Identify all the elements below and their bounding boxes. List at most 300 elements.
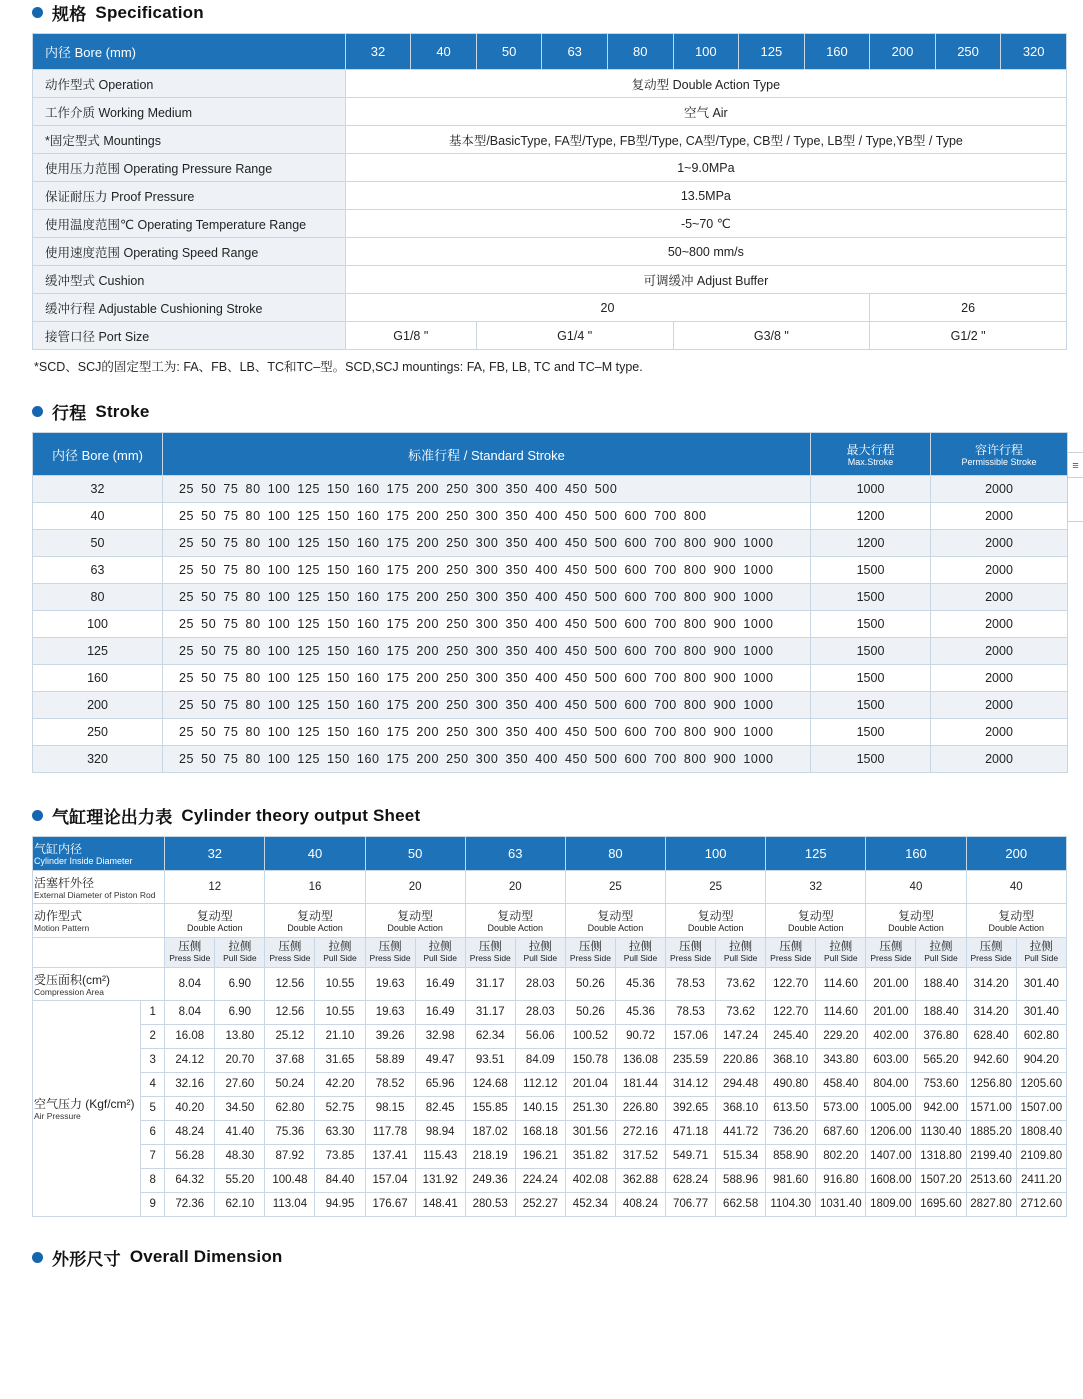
- double-action-cn: 复动型: [797, 909, 834, 924]
- force-value: 48.30: [215, 1144, 265, 1168]
- row-value-mountings: 基本型/BasicType, FA型/Type, FB型/Type, CA型/Type, CB型 / Type, LB型 / Type,YB型 / Type: [345, 126, 1066, 154]
- force-value: 55.20: [215, 1168, 265, 1192]
- pull-side: 拉侧 Pull Side: [816, 937, 866, 967]
- stroke-bore: 32: [33, 476, 163, 503]
- stroke-permissible: 2000: [931, 530, 1068, 557]
- stroke-header-permissible: [931, 433, 1068, 476]
- force-value: 52.75: [315, 1096, 365, 1120]
- force-value: 73.85: [315, 1144, 365, 1168]
- row-value-speed-range: 50~800 mm/s: [345, 238, 1066, 266]
- bore-63: 63: [542, 34, 608, 70]
- section-title-output-sheet: [32, 803, 1067, 828]
- force-value: 362.88: [615, 1168, 665, 1192]
- press-side: 压侧 Press Side: [365, 937, 415, 967]
- bore-200: 200: [870, 34, 936, 70]
- row-label-proof-pressure: 保证耐压力 Proof Pressure: [33, 182, 346, 210]
- force-value: 1318.80: [916, 1144, 966, 1168]
- double-action-en: Double Action: [187, 923, 243, 934]
- table-row-pressure: [33, 1120, 1067, 1144]
- stroke-standard: 25 50 75 80 100 125 150 160 175 200 250 300 350 400 450 500 600 700 800 900 1000: [163, 557, 811, 584]
- double-action-cn: 复动型: [497, 909, 534, 924]
- force-value: 301.40: [1016, 1000, 1066, 1024]
- table-row-header: [33, 433, 1068, 476]
- force-value: 1695.60: [916, 1192, 966, 1216]
- output-row-label-area: [33, 967, 165, 1000]
- row-value-temperature-range: -5~70 ℃: [345, 210, 1066, 238]
- table-row-pressure: [33, 1096, 1067, 1120]
- output-label-area-cn: 受压面积(cm²): [34, 972, 110, 987]
- table-row: [33, 322, 1067, 350]
- force-value: 804.00: [866, 1072, 916, 1096]
- output-bore-100: 100: [666, 837, 766, 870]
- force-value: 31.17: [465, 1000, 515, 1024]
- force-value: 662.58: [716, 1192, 766, 1216]
- row-label-operation: 动作型式 Operation: [33, 70, 346, 98]
- force-value: 28.03: [515, 1000, 565, 1024]
- motion-double-action: [666, 904, 766, 937]
- area-value: 114.60: [816, 967, 866, 1000]
- force-value: 1031.40: [816, 1192, 866, 1216]
- double-action-cn: 复动型: [897, 909, 934, 924]
- force-value: 2411.20: [1016, 1168, 1066, 1192]
- bore-40: 40: [411, 34, 477, 70]
- force-value: 32.98: [415, 1024, 465, 1048]
- force-value: 147.24: [716, 1024, 766, 1048]
- output-label-bore-cn: 气缸内径: [34, 842, 83, 857]
- motion-double-action: [866, 904, 966, 937]
- output-bore-125: 125: [766, 837, 866, 870]
- table-row: [33, 266, 1067, 294]
- force-value: 40.20: [165, 1096, 215, 1120]
- spec-bore-label: 内径 Bore (mm): [33, 34, 346, 70]
- table-row-pressure: [33, 1168, 1067, 1192]
- force-value: 84.09: [515, 1048, 565, 1072]
- force-value: 2513.60: [966, 1168, 1016, 1192]
- stroke-header-perm-en: Permissible Stroke: [961, 457, 1037, 467]
- force-value: 56.06: [515, 1024, 565, 1048]
- force-value: 2199.40: [966, 1144, 1016, 1168]
- force-value: 112.12: [515, 1072, 565, 1096]
- stroke-bore: 320: [33, 746, 163, 773]
- section-title-en: Cylinder theory output Sheet: [181, 805, 421, 825]
- stroke-header-max-cn: 最大行程: [846, 443, 895, 457]
- table-row: [33, 611, 1068, 638]
- force-value: 1507.00: [1016, 1096, 1066, 1120]
- force-value: 13.80: [215, 1024, 265, 1048]
- stroke-bore: 250: [33, 719, 163, 746]
- force-value: 62.34: [465, 1024, 515, 1048]
- stroke-header-perm-cn: 容许行程: [974, 443, 1023, 457]
- force-value: 314.20: [966, 1000, 1016, 1024]
- force-value: 21.10: [315, 1024, 365, 1048]
- press-side: 压侧 Press Side: [666, 937, 716, 967]
- force-value: 2827.80: [966, 1192, 1016, 1216]
- force-value: 64.32: [165, 1168, 215, 1192]
- force-value: 8.04: [165, 1000, 215, 1024]
- force-value: 343.80: [816, 1048, 866, 1072]
- table-row-pressure: [33, 1144, 1067, 1168]
- force-value: 317.52: [615, 1144, 665, 1168]
- stroke-bore: 63: [33, 557, 163, 584]
- force-value: 294.48: [716, 1072, 766, 1096]
- table-row: [33, 210, 1067, 238]
- motion-double-action: [966, 904, 1066, 937]
- force-value: 942.60: [966, 1048, 1016, 1072]
- double-action-cn: 复动型: [397, 909, 434, 924]
- stroke-bore: 100: [33, 611, 163, 638]
- output-bore-63: 63: [465, 837, 565, 870]
- area-value: 6.90: [215, 967, 265, 1000]
- output-label-motion-cn: 动作型式: [34, 909, 83, 924]
- rod-diameter: 40: [866, 870, 966, 903]
- force-value: 392.65: [666, 1096, 716, 1120]
- press-side: 压侧 Press Side: [265, 937, 315, 967]
- force-value: 122.70: [766, 1000, 816, 1024]
- force-value: 471.18: [666, 1120, 716, 1144]
- stroke-standard: 25 50 75 80 100 125 150 160 175 200 250 300 350 400 450 500 600 700 800 900 1000: [163, 665, 811, 692]
- section-title-cn: 行程: [52, 404, 87, 423]
- pull-side: 拉侧 Pull Side: [315, 937, 365, 967]
- stroke-standard: 25 50 75 80 100 125 150 160 175 200 250 300 350 400 450 500 600 700 800 900 1000: [163, 719, 811, 746]
- output-bore-32: 32: [165, 837, 265, 870]
- double-action-en: Double Action: [587, 923, 644, 934]
- force-value: 25.12: [265, 1024, 315, 1048]
- section-title-cn: 外形尺寸: [52, 1249, 121, 1269]
- stroke-bore: 200: [33, 692, 163, 719]
- double-action-cn: 复动型: [998, 909, 1035, 924]
- stroke-max: 1500: [811, 746, 931, 773]
- force-value: 280.53: [465, 1192, 515, 1216]
- table-row: [33, 503, 1068, 530]
- force-value: 148.41: [415, 1192, 465, 1216]
- table-row-side-header: [33, 937, 1067, 967]
- pressure-index: 6: [141, 1120, 165, 1144]
- double-action-en: Double Action: [788, 923, 844, 934]
- force-value: 63.30: [315, 1120, 365, 1144]
- force-value: 1005.00: [866, 1096, 916, 1120]
- pull-side: 拉侧 Pull Side: [215, 937, 265, 967]
- stroke-standard: 25 50 75 80 100 125 150 160 175 200 250 300 350 400 450 500: [163, 476, 811, 503]
- table-row: [33, 154, 1067, 182]
- side-toolbar[interactable]: [1067, 452, 1083, 522]
- force-value: 458.40: [816, 1072, 866, 1096]
- area-value: 78.53: [666, 967, 716, 1000]
- section-title-stroke: [32, 399, 1067, 424]
- row-value-cushion: 可调缓冲 Adjust Buffer: [345, 266, 1066, 294]
- row-label-speed-range: 使用速度范围 Operating Speed Range: [33, 238, 346, 266]
- section-title-en: Overall Dimension: [129, 1247, 283, 1267]
- area-value: 16.49: [415, 967, 465, 1000]
- row-label-cushioning-stroke: 缓冲行程 Adjustable Cushioning Stroke: [33, 294, 346, 322]
- force-value: 45.36: [615, 1000, 665, 1024]
- pull-side: 拉侧 Pull Side: [716, 937, 766, 967]
- force-value: 168.18: [515, 1120, 565, 1144]
- table-row: [33, 638, 1068, 665]
- table-row: [33, 665, 1068, 692]
- output-label-rod-en: External Diameter of Piston Rod: [34, 889, 156, 900]
- force-value: 176.67: [365, 1192, 415, 1216]
- press-side: 压侧 Press Side: [966, 937, 1016, 967]
- stroke-bore: 40: [33, 503, 163, 530]
- output-bore-50: 50: [365, 837, 465, 870]
- force-value: 408.24: [615, 1192, 665, 1216]
- force-value: 573.00: [816, 1096, 866, 1120]
- row-label-cushion: 缓冲型式 Cushion: [33, 266, 346, 294]
- pressure-index: 1: [141, 1000, 165, 1024]
- table-row: [33, 719, 1068, 746]
- force-value: 2109.80: [1016, 1144, 1066, 1168]
- table-row-bore-header: [33, 34, 1067, 70]
- pressure-index: 8: [141, 1168, 165, 1192]
- table-row-pressure: [33, 1072, 1067, 1096]
- force-value: 84.40: [315, 1168, 365, 1192]
- stroke-permissible: 2000: [931, 692, 1068, 719]
- table-row: [33, 692, 1068, 719]
- force-value: 1608.00: [866, 1168, 916, 1192]
- stroke-standard: 25 50 75 80 100 125 150 160 175 200 250 300 350 400 450 500 600 700 800 900 1000: [163, 746, 811, 773]
- motion-double-action: [766, 904, 866, 937]
- force-value: 1808.40: [1016, 1120, 1066, 1144]
- force-value: 16.08: [165, 1024, 215, 1048]
- force-value: 62.80: [265, 1096, 315, 1120]
- table-row: [33, 557, 1068, 584]
- table-row-pressure: [33, 1192, 1067, 1216]
- output-bore-160: 160: [866, 837, 966, 870]
- area-value: 314.20: [966, 967, 1016, 1000]
- output-label-rod-cn: 活塞杆外径: [34, 875, 95, 890]
- rod-diameter: 25: [565, 870, 665, 903]
- force-value: 565.20: [916, 1048, 966, 1072]
- pressure-index: 5: [141, 1096, 165, 1120]
- section-title-cn: 气缸理论出力表: [52, 808, 173, 828]
- force-value: 904.20: [1016, 1048, 1066, 1072]
- table-row-pressure: [33, 1048, 1067, 1072]
- force-value: 114.60: [816, 1000, 866, 1024]
- force-value: 249.36: [465, 1168, 515, 1192]
- force-value: 98.94: [415, 1120, 465, 1144]
- force-value: 602.80: [1016, 1024, 1066, 1048]
- table-row-rod-diameter: [33, 870, 1067, 903]
- motion-double-action: [365, 904, 465, 937]
- row-value-proof-pressure: 13.5MPa: [345, 182, 1066, 210]
- force-value: 226.80: [615, 1096, 665, 1120]
- area-value: 8.04: [165, 967, 215, 1000]
- force-value: 628.40: [966, 1024, 1016, 1048]
- stroke-standard: 25 50 75 80 100 125 150 160 175 200 250 300 350 400 450 500 600 700 800 900 1000: [163, 692, 811, 719]
- force-value: 157.06: [666, 1024, 716, 1048]
- bore-250: 250: [935, 34, 1001, 70]
- table-row: [33, 98, 1067, 126]
- rod-diameter: 40: [966, 870, 1066, 903]
- section-title-en: Stroke: [95, 401, 150, 421]
- table-row: [33, 126, 1067, 154]
- force-value: 452.34: [565, 1192, 615, 1216]
- force-value: 155.85: [465, 1096, 515, 1120]
- area-value: 31.17: [465, 967, 515, 1000]
- force-value: 916.80: [816, 1168, 866, 1192]
- motion-double-action: [165, 904, 265, 937]
- force-value: 1256.80: [966, 1072, 1016, 1096]
- force-value: 201.04: [565, 1072, 615, 1096]
- table-row: [33, 182, 1067, 210]
- stroke-bore: 80: [33, 584, 163, 611]
- air-pressure-cn: 空气压力: [34, 1097, 83, 1112]
- stroke-standard: 25 50 75 80 100 125 150 160 175 200 250 300 350 400 450 500 600 700 800 900 1000: [163, 530, 811, 557]
- row-label-working-medium: 工作介质 Working Medium: [33, 98, 346, 126]
- force-value: 82.45: [415, 1096, 465, 1120]
- double-action-en: Double Action: [988, 923, 1045, 934]
- bullet-icon: [32, 7, 43, 18]
- row-label-port-size: 接管口径 Port Size: [33, 322, 346, 350]
- press-side: 压侧 Press Side: [565, 937, 615, 967]
- stroke-bore: 50: [33, 530, 163, 557]
- section-title-specification: [32, 0, 1067, 25]
- output-label-bore-en: Cylinder Inside Diameter: [34, 856, 133, 867]
- bore-100: 100: [673, 34, 739, 70]
- force-value: 39.26: [365, 1024, 415, 1048]
- table-row: [33, 238, 1067, 266]
- motion-double-action: [565, 904, 665, 937]
- area-value: 201.00: [866, 967, 916, 1000]
- area-value: 45.36: [615, 967, 665, 1000]
- force-value: 314.12: [666, 1072, 716, 1096]
- stroke-permissible: 2000: [931, 611, 1068, 638]
- stroke-standard: 25 50 75 80 100 125 150 160 175 200 250 300 350 400 450 500 600 700 800 900 1000: [163, 584, 811, 611]
- pressure-index: 4: [141, 1072, 165, 1096]
- force-value: 157.04: [365, 1168, 415, 1192]
- force-value: 515.34: [716, 1144, 766, 1168]
- force-value: 124.68: [465, 1072, 515, 1096]
- table-row: [33, 70, 1067, 98]
- stroke-max: 1200: [811, 503, 931, 530]
- double-action-en: Double Action: [687, 923, 744, 934]
- force-value: 48.24: [165, 1120, 215, 1144]
- bore-32: 32: [345, 34, 411, 70]
- force-value: 1885.20: [966, 1120, 1016, 1144]
- area-value: 28.03: [515, 967, 565, 1000]
- force-value: 603.00: [866, 1048, 916, 1072]
- force-value: 1130.40: [916, 1120, 966, 1144]
- rod-diameter: 20: [465, 870, 565, 903]
- press-side: 压侧 Press Side: [165, 937, 215, 967]
- force-value: 368.10: [716, 1096, 766, 1120]
- motion-double-action: [265, 904, 365, 937]
- stroke-table: [32, 432, 1068, 773]
- force-value: 87.92: [265, 1144, 315, 1168]
- force-value: 78.52: [365, 1072, 415, 1096]
- output-bore-40: 40: [265, 837, 365, 870]
- force-value: 150.78: [565, 1048, 615, 1072]
- force-value: 34.50: [215, 1096, 265, 1120]
- pressure-index: 2: [141, 1024, 165, 1048]
- force-value: 49.47: [415, 1048, 465, 1072]
- force-value: 98.15: [365, 1096, 415, 1120]
- force-value: 140.15: [515, 1096, 565, 1120]
- press-side: 压侧 Press Side: [866, 937, 916, 967]
- stroke-permissible: 2000: [931, 746, 1068, 773]
- force-value: 229.20: [816, 1024, 866, 1048]
- force-value: 376.80: [916, 1024, 966, 1048]
- force-value: 235.59: [666, 1048, 716, 1072]
- force-value: 73.62: [716, 1000, 766, 1024]
- stroke-max: 1000: [811, 476, 931, 503]
- stroke-permissible: 2000: [931, 557, 1068, 584]
- force-value: 687.60: [816, 1120, 866, 1144]
- stroke-max: 1500: [811, 665, 931, 692]
- port-size-g18: G1/8 ": [345, 322, 476, 350]
- force-value: 301.56: [565, 1120, 615, 1144]
- bore-125: 125: [739, 34, 805, 70]
- force-value: 1507.20: [916, 1168, 966, 1192]
- cushioning-stroke-20: 20: [345, 294, 870, 322]
- stroke-max: 1500: [811, 692, 931, 719]
- area-value: 301.40: [1016, 967, 1066, 1000]
- stroke-max: 1500: [811, 719, 931, 746]
- force-value: 136.08: [615, 1048, 665, 1072]
- stroke-max: 1500: [811, 611, 931, 638]
- motion-double-action: [465, 904, 565, 937]
- force-value: 100.48: [265, 1168, 315, 1192]
- bore-160: 160: [804, 34, 870, 70]
- table-row: [33, 584, 1068, 611]
- force-value: 24.12: [165, 1048, 215, 1072]
- stroke-header-max-en: Max.Stroke: [847, 457, 894, 467]
- rod-diameter: 25: [666, 870, 766, 903]
- force-value: 56.28: [165, 1144, 215, 1168]
- table-row: [33, 746, 1068, 773]
- stroke-permissible: 2000: [931, 638, 1068, 665]
- port-size-g14: G1/4 ": [476, 322, 673, 350]
- stroke-permissible: 2000: [931, 719, 1068, 746]
- force-value: 187.02: [465, 1120, 515, 1144]
- force-value: 31.65: [315, 1048, 365, 1072]
- table-row-compression-area: [33, 967, 1067, 1000]
- table-row: [33, 476, 1068, 503]
- force-value: 196.21: [515, 1144, 565, 1168]
- force-value: 72.36: [165, 1192, 215, 1216]
- area-value: 12.56: [265, 967, 315, 1000]
- menu-icon[interactable]: ≡: [1067, 452, 1083, 478]
- force-value: 90.72: [615, 1024, 665, 1048]
- cushioning-stroke-26: 26: [870, 294, 1067, 322]
- force-value: 6.90: [215, 1000, 265, 1024]
- force-value: 218.19: [465, 1144, 515, 1168]
- force-value: 736.20: [766, 1120, 816, 1144]
- section-title-overall-dimension: [32, 1245, 1067, 1270]
- force-value: 802.20: [816, 1144, 866, 1168]
- stroke-permissible: 2000: [931, 503, 1068, 530]
- stroke-permissible: 2000: [931, 665, 1068, 692]
- stroke-standard: 25 50 75 80 100 125 150 160 175 200 250 300 350 400 450 500 600 700 800 900 1000: [163, 638, 811, 665]
- row-label-temperature-range: 使用温度范围℃ Operating Temperature Range: [33, 210, 346, 238]
- force-value: 402.08: [565, 1168, 615, 1192]
- pull-side: 拉侧 Pull Side: [515, 937, 565, 967]
- bore-320: 320: [1001, 34, 1067, 70]
- double-action-en: Double Action: [387, 923, 443, 934]
- port-size-g38: G3/8 ": [673, 322, 870, 350]
- area-value: 122.70: [766, 967, 816, 1000]
- force-value: 75.36: [265, 1120, 315, 1144]
- force-value: 19.63: [365, 1000, 415, 1024]
- table-row: [33, 530, 1068, 557]
- force-value: 32.16: [165, 1072, 215, 1096]
- force-value: 1206.00: [866, 1120, 916, 1144]
- side-panel-tab[interactable]: [1067, 478, 1083, 522]
- force-value: 628.24: [666, 1168, 716, 1192]
- force-value: 117.78: [365, 1120, 415, 1144]
- pressure-index: 3: [141, 1048, 165, 1072]
- force-value: 16.49: [415, 1000, 465, 1024]
